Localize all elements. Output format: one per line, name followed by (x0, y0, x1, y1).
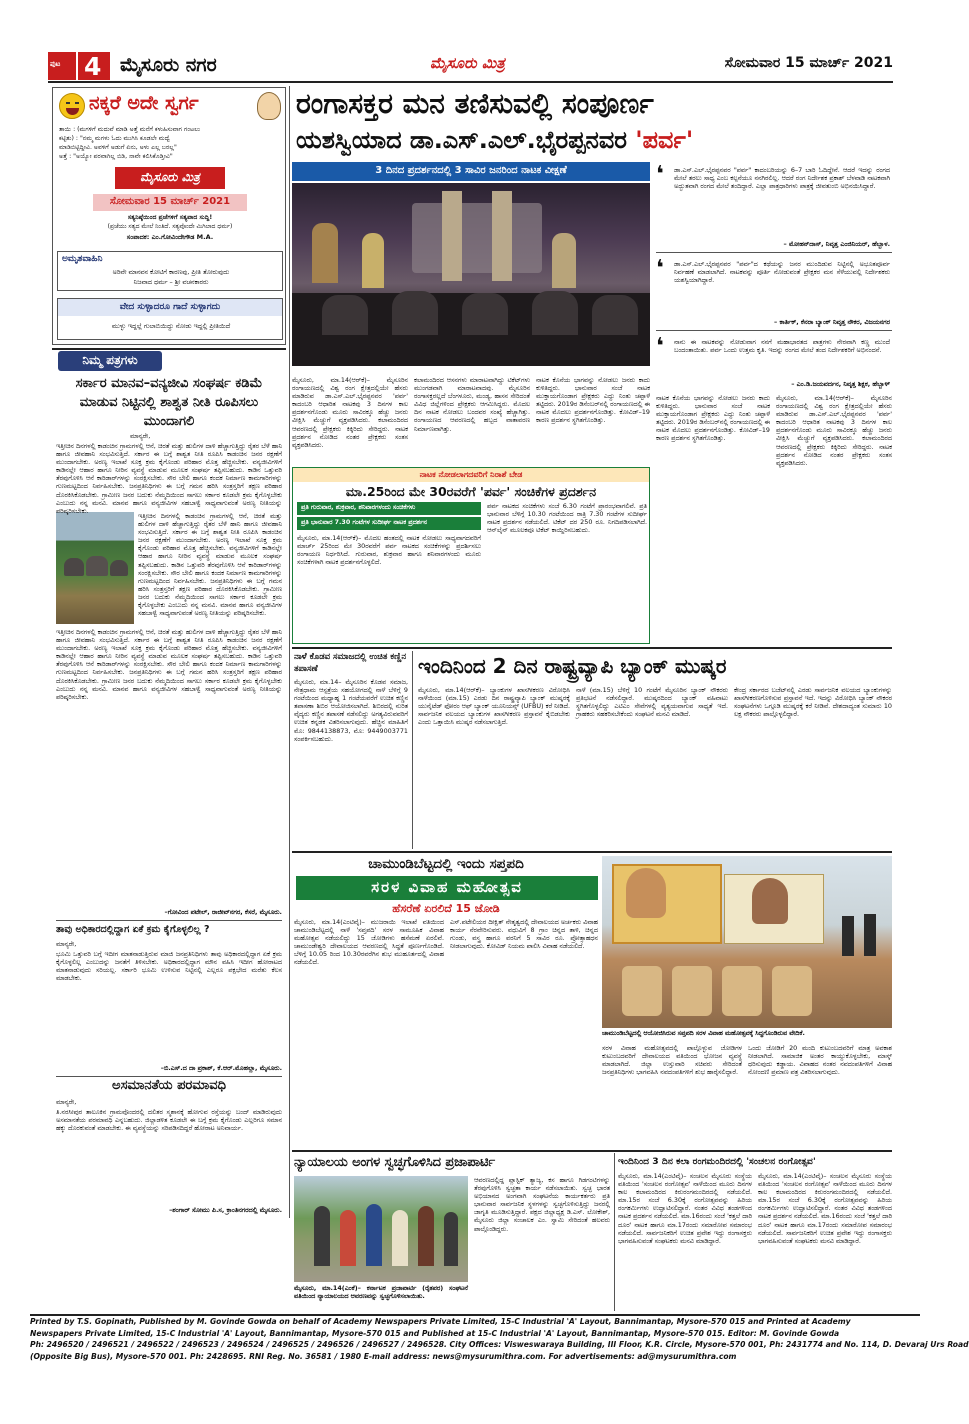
joke-line-4: ಅತ್ತೆ : "ಅಯ್ಯೋ ಪರವಾಗಿಲ್ಲ ಬಿಡಿ, ನಾವೇ ಕಲಿಸಿಕೊಡ್ತೀವಿ" (59, 153, 173, 160)
sanchalana-body-1: ಮೈಸೂರು, ಮಾ.14(ಎಂಟಿವೈ)– ಸಂಚಲನ ಮೈಸೂರು ಸಂಸ್ಥೆಯ ವತಿಯಿಂದ 'ಸಂಚಲನ ರಂಗೋತ್ಸವ' ನಾಳೆಯಿಂದ ಮೂರು ದಿನಗಳ ಕಾಲ ಕಲಾಮಂದಿರದ ಕಿರುರಂಗಮಂದಿರದಲ್ಲಿ ನಡೆಯಲಿದೆ. ಮಾ.15ರ ಸಂಜೆ 6.30ಕ್ಕೆ ರಂಗೋತ್ಸವವನ್ನು ಹಿರಿಯ ರಂಗಕರ್ಮಿಗಳು ಉದ್ಘಾಟಿಸಲಿದ್ದಾರೆ. ನಂತರ ವಿವಿಧ ತಂಡಗಳಿಂದ ನಾಟಕ ಪ್ರದರ್ಶನ ನಡೆಯಲಿದೆ. ಮಾ.16ರಂದು ಸಂಜೆ 'ಕತ್ತಲೆ ದಾರಿ ದೂರ' ನಾಟಕ ಹಾಗೂ ಮಾ.17ರಂದು ಸಮಾರೋಪ ಸಮಾರಂಭ ನಡೆಯಲಿದೆ. ಸಾರ್ವಜನಿಕರಿಗೆ ಉಚಿತ ಪ್ರವೇಶ ಇದ್ದು ರಂಗಾಸಕ್ತರು ಭಾಗವಹಿಸುವಂತೆ ಸಂಘಟಕರು ಮನವಿ ಮಾಡಿದ್ದಾರೆ. (618, 1172, 752, 1245)
parva-bullet-1-text: ಪ್ರತಿ ಗುರುವಾರ, ಶುಕ್ರವಾರ, ಶನಿವಾರಗಳಂದು ಸಂಚಿಕೆಗಳು (301, 504, 416, 511)
letter-2-sign: –ಬಿ.ಎಸ್.ದ ದಾ ಪ್ರಕಾಶ್, ಕೆ.ಆರ್.ಮೊಹಲ್ಲಾ, ಮೈಸೂರು. (160, 1064, 282, 1072)
quote-1-sign: – ಮೋಹನ್‌ದಾಸ್, ನಿವೃತ್ತ ಎಂಜಿನಿಯರ್, ಹೆಬ್ಬಾಳ. (783, 240, 890, 248)
wedding-body-2: ಎಸ್.ಪಟೇಲಿಯರ ದೀಕ್ಷಿತ್ ನೇತೃತ್ವದಲ್ಲಿ ದೇವಾಲಯದ ಅರ್ಚಕರು ವಿವಾಹ ಕಾರ್ಯ ನೆರವೇರಿಸುವರು. ವಧುವಿಗೆ 8 ಗ್ರಾಂ ಚಿನ್ನದ ತಾಳಿ, ಚಿನ್ನದ ಗುಂಡು, ವಸ್ತ್ರ ಹಾಗೂ ವರನಿಗೆ 5 ಸಾವಿರ ರೂ. ಪ್ರೋತ್ಸಾಹಧನ ನೀಡಲಾಗುವುದು. ಕೋವಿಡ್ ನಿಯಮ ಪಾಲಿಸಿ ವಿವಾಹ ನಡೆಯಲಿದೆ. (450, 918, 598, 951)
parva-bullet-1 (297, 502, 481, 515)
court-caption: ಮೈಸೂರು, ಮಾ.14(ಎಂಕೆ)– ಕರ್ನಾಟಕ ಪ್ರಜಾಪಾರ್ಟಿ (ರೈತಪರ) ಸಂಘಟನೆ ವತಿಯಿಂದ ನ್ಯಾಯಾಲಯದ ಆವರಣವನ್ನು ಸ್ವಚ್ಛಗೊಳಿಸಲಾಯಿತು. (294, 1284, 468, 1301)
amrutha-box (57, 251, 283, 291)
amrutha-line-1: ಅರಿವೇ ಮಾನವನ ಕೋಟಿಗೆ ಕಾರಣವು, ಪ್ರೀತಿ ತೋರುವುದು (112, 268, 230, 276)
sanchalana-body-2: ಮೈಸೂರು, ಮಾ.14(ಎಂಟಿವೈ)– ಸಂಚಲನ ಮೈಸೂರು ಸಂಸ್ಥೆಯ ವತಿಯಿಂದ 'ಸಂಚಲನ ರಂಗೋತ್ಸವ' ನಾಳೆಯಿಂದ ಮೂರು ದಿನಗಳ ಕಾಲ ಕಲಾಮಂದಿರದ ಕಿರುರಂಗಮಂದಿರದಲ್ಲಿ ನಡೆಯಲಿದೆ. ಮಾ.15ರ ಸಂಜೆ 6.30ಕ್ಕೆ ರಂಗೋತ್ಸವವನ್ನು ಹಿರಿಯ ರಂಗಕರ್ಮಿಗಳು ಉದ್ಘಾಟಿಸಲಿದ್ದಾರೆ. ನಂತರ ವಿವಿಧ ತಂಡಗಳಿಂದ ನಾಟಕ ಪ್ರದರ್ಶನ ನಡೆಯಲಿದೆ. ಮಾ.16ರಂದು ಸಂಜೆ 'ಕತ್ತಲೆ ದಾರಿ ದೂರ' ನಾಟಕ ಹಾಗೂ ಮಾ.17ರಂದು ಸಮಾರೋಪ ಸಮಾರಂಭ ನಡೆಯಲಿದೆ. ಸಾರ್ವಜನಿಕರಿಗೆ ಉಚಿತ ಪ್ರವೇಶ ಇದ್ದು ರಂಗಾಸಕ್ತರು ಭಾಗವಹಿಸುವಂತೆ ಸಂಘಟಕರು ಮನವಿ ಮಾಡಿದ್ದಾರೆ. (758, 1172, 892, 1245)
parva-title: ಮಾ.25ರಿಂದ ಮೇ 30ರವರೆಗೆ 'ಪರ್ವ' ಸಂಚಿಕೆಗಳ ಪ್ರದರ್ಶನ (345, 484, 597, 499)
lead-body-col-3: ನಾಟಕ ಕೊನೆಯ ಭಾಗವನ್ನು ನೋಡಲು ಜನರು ಕಾದು ಕುಳಿತಿದ್ದರು. ಭಾನುವಾರ ಸಂಜೆ ನಾಟಕ ಮುಕ್ತಾಯಗೊಂಡಾಗ ಪ್ರೇಕ್ಷಕರು ಎದ್ದು ನಿಂತು ಚಪ್ಪಾಳೆ ತಟ್ಟಿದರು. 2019ರ ಡಿಸೆಂಬರ್‌ನಲ್ಲಿ ರಂಗಾಯಣದಲ್ಲಿ ಈ ನಾಟಕ ಮೊದಲು ಪ್ರದರ್ಶನಗೊಂಡಿತ್ತು. ಕೋವಿಡ್–19 ಕಾರಣ ಪ್ರದರ್ಶನ ಸ್ಥಗಿತಗೊಂಡಿತ್ತು. (536, 376, 650, 425)
letter-1-sign: –ಗೋವಿಂದ ಪಟೇಲ್, ರಾಜೀವ್‌ನಗರ, ಕೆಸರೆ, ಮೈಸೂರು. (164, 908, 282, 916)
quote-2-sign: – ಕಾರ್ತಿಕ್, ಕೆನರಾ ಬ್ಯಾಂಕ್ ನಿವೃತ್ತ ನೌಕರ, ವಿಜಯನಗರ (774, 318, 890, 326)
quote-1-mark: ❛ (656, 162, 664, 187)
lead-headline-quote: 'ಪರ್ವ' (635, 126, 694, 154)
masthead (48, 52, 893, 80)
page-number-box (76, 52, 110, 80)
footer-line-4: (Opposite Big Bus), Mysore-570 001. Ph: 2428695. RNI Reg. No. 36581 / 1980 E-mail address: news@mysurumithra.com. For advertisements: ad@mysurumithra.com (30, 1351, 737, 1361)
joke-line-2: ಕಟ್ಟಿತು) : "ನಮ್ಮ ಮಗಳು ಓದು ಮುಗಿಸಿ ಕೂಡಲೇ ಮದ್ವೆ (59, 135, 170, 142)
parva-bullet-2-text: ಪ್ರತಿ ಭಾನುವಾರ 7.30 ಗಂಟೆಗಳ ಸುದೀರ್ಘ ನಾಟಕ ಪ್ರದರ್ಶನ (301, 519, 427, 526)
joke-line-3: ಮಾಡಿಬಿಟ್ಟಿದ್ದೀವಿ. ಅವಳಿಗೆ ಅಡುಗೆ ಏನು, ಅಳು ಎಲ್ಲ ಬರಲ್ಲ" (59, 144, 177, 151)
wedding-subtitle: ಹೆಸರೆಣೆ ಏರಲಿದೆ 15 ಜೋಡಿ (392, 902, 500, 915)
wedding-title-bar (296, 876, 598, 900)
cartoon-face-icon (257, 92, 281, 120)
parva-kicker-bar (293, 468, 649, 482)
proverb-box (57, 298, 283, 340)
left-column-rule (289, 86, 290, 1218)
letter-1-title: ಸರ್ಕಾರ ಮಾನವ–ವನ್ಯಜೀವಿ ಸಂಘರ್ಷ ಕಡಿಮೆ ಮಾಡುವ ನಿಟ್ಟಿನಲ್ಲಿ ಶಾಶ್ವತ ನೀತಿ ರೂಪಿಸಲು ಮುಂದಾಗಲಿ (75, 376, 263, 429)
joke-line-1: ತಾಯಿ : (ಮಗಳಿಗೆ ಮದುವೆ ಮಾಡಿ ಅತ್ತೆ ಮನೆಗೆ ಕಳುಹಿಸುವಾಗ ಗಂಟಲು (59, 126, 201, 133)
wedding-title: ಸರಳ ವಿವಾಹ ಮಹೋತ್ಸವ (371, 878, 523, 896)
parva-stage-photo (292, 183, 650, 366)
parva-kicker: ನಾಟಕ ನೋಡಲಾಗದವರಿಗೆ ನಿರಾಶೆ ಬೇಡ (419, 470, 523, 479)
proverb-line: ಮುಳ್ಳು ಇದ್ದಲ್ಲೆ ಗುಲಾಬಿಯಿದ್ದು ನೋಡು ಇದ್ದಲ್ಲಿ ಪ್ರೀತಿಯಿದೆ (111, 322, 231, 330)
strike-body-2: ನಾಳೆ (ಮಾ.15) ಬೆಳಿಗ್ಗೆ 10 ಗಂಟೆಗೆ ಮೈಸೂರಿನ ಬ್ಯಾಂಕ್ ನೌಕರರು ಪ್ರತಿಭಟನೆ ನಡೆಸಲಿದ್ದಾರೆ. ಮುಷ್ಕರದಿಂದ ಬ್ಯಾಂಕ್ ವಹಿವಾಟು ಸ್ಥಗಿತಗೊಳ್ಳಲಿದ್ದು ಎಟಿಎಂ ಸೇವೆಗಳಲ್ಲಿ ವ್ಯತ್ಯಯವಾಗುವ ಸಾಧ್ಯತೆ ಇದೆ. ಗ್ರಾಹಕರು ಸಹಕರಿಸಬೇಕೆಂದು ಸಂಘಟನೆ ಮನವಿ ಮಾಡಿದೆ. (576, 686, 728, 719)
masthead-date: ಸೋಮವಾರ 15 ಮಾರ್ಚ್ 2021 (724, 55, 893, 71)
footer-line-1: Printed by T.S. Gopinath, Published by M. Govinde Gowda on behalf of Academy Newspapers Private Limited, 15-C Industrial 'A' Layout, Bannimantap, Mysore-570 015 and Printed at Academy (30, 1317, 851, 1326)
imprint-date-box (93, 194, 247, 211)
letter-2-salute: ಮಾನ್ಯರೇ, (56, 940, 77, 948)
letters-banner-title: ನಿಮ್ಮ ಪತ್ರಗಳು (82, 353, 138, 367)
footer-line-3: Ph: 2496520 / 2496521 / 2496522 / 2496523 / 2496524 / 2496525 / 2496526 / 2496527 / 2496528. City Offices: Visweswaraya Building, III Floor, K.R. Circle, Mysore-570 001, Ph: 2431774 and No. 114, D. Devaraj Urs Road (30, 1340, 969, 1349)
masthead-rule (48, 81, 893, 83)
lead-headline-1: ರಂಗಾಸಕ್ತರ ಮನ ತಣಿಸುವಲ್ಲಿ ಸಂಪೂರ್ಣ (296, 87, 654, 120)
court-title: ನ್ಯಾಯಾಲಯ ಅಂಗಳ ಸ್ವಚ್ಛಗೊಳಿಸಿದ ಪ್ರಜಾಪಾರ್ಟಿ (294, 1155, 495, 1170)
quote-2-mark: ❛ (656, 256, 664, 281)
lead-headline-2-row (296, 122, 892, 158)
imprint-logo: ಮೈಸೂರು ಮಿತ್ರ (140, 170, 200, 184)
joke-title: ನಕ್ಕರೆ ಅದೇ ಸ್ವರ್ಗ (89, 92, 199, 114)
lead-subhead: 3 ದಿನದ ಪ್ರದರ್ಶನದಲ್ಲಿ 3 ಸಾವಿರ ಜನರಿಂದ ನಾಟಕ ವೀಕ್ಷಣೆ (375, 165, 567, 176)
lead-body-jump-2: ಮೈಸೂರು, ಮಾ.14(ಆರ್‌ಕೆ)– ಮೈಸೂರಿನ ರಂಗಾಯಣದಲ್ಲಿ ವಿಶ್ವ ರಂಗ ಕ್ಷೇತ್ರದಲ್ಲಿಯೇ ಹೆಸರು ಮಾಡಿರುವ ಡಾ.ಎಸ್.ಎಲ್.ಭೈರಪ್ಪನವರ 'ಪರ್ವ' ಕಾದಂಬರಿ ಆಧಾರಿತ ನಾಟಕವು 3 ದಿನಗಳ ಕಾಲ ಪ್ರದರ್ಶನಗೊಂಡು ಮೂರು ಸಾವಿರಕ್ಕೂ ಹೆಚ್ಚು ಜನರು ವೀಕ್ಷಿಸಿ ಮೆಚ್ಚುಗೆ ವ್ಯಕ್ತಪಡಿಸಿದರು. ಕಲಾಮಂದಿರದ ಆವರಣದಲ್ಲಿ ಪ್ರೇಕ್ಷಕರು ಕಿಕ್ಕಿರಿದು ಸೇರಿದ್ದರು. ನಾಟಕ ಪ್ರದರ್ಶನ ನೋಡಿದ ನಂತರ ಪ್ರೇಕ್ಷಕರು ಸಂತಸ ವ್ಯಕ್ತಪಡಿಸಿದರು. (776, 394, 892, 467)
quote-3-text: ನಾನು ಈ ನಾಟಕವನ್ನು ನೋಡುವಾಗ ನನಗೆ ಮಹಾಭಾರತದ ಪಾತ್ರಗಳು ನೇರವಾಗಿ ಕಣ್ಣ ಮುಂದೆ ಬಂದಂತಾಯಿತು. ಪರ್ವ ಒಂದು ಉತ್ತಮ ಕೃತಿ. ಇದನ್ನು ರಂಗದ ಮೇಲೆ ತಂದ ನಿರ್ದೇಶಕರಿಗೆ ಅಭಿನಂದನೆ. (674, 338, 890, 355)
letter-2-title: ತಾವು ಅಧಿಕಾರದಲ್ಲಿದ್ದಾಗ ಏಕೆ ಕ್ರಮ ಕೈಗೊಳ್ಳಲಿಲ್ಲ ? (56, 924, 210, 935)
imprint-subline: (ಪ್ರಜೆಯು ಸತ್ಯದ ಮೇಲೆ ನಿಂತಿದೆ. ಸತ್ಯವೊಂದೇ ಮಿಗಿಲಾದ ಧರ್ಮ) (107, 223, 233, 230)
wedding-body-1: ಮೈಸೂರು, ಮಾ.14(ಎಂಟಿವೈ)– ಮುಜರಾಯಿ ಇಲಾಖೆ ವತಿಯಿಂದ ಚಾಮುಂಡಿಬೆಟ್ಟದಲ್ಲಿ ನಾಳೆ 'ಸಪ್ತಪದಿ' ಸರಳ ಸಾಮೂಹಿಕ ವಿವಾಹ ಮಹೋತ್ಸವ ನಡೆಯಲಿದ್ದು 15 ಜೋಡಿಗಳು ಹಸೆಮಣೆ ಏರಲಿವೆ. ಚಾಮುಂಡೇಶ್ವರಿ ದೇವಾಲಯದ ಆವರಣದಲ್ಲಿ ಸಿದ್ಧತೆ ಪೂರ್ಣಗೊಂಡಿದೆ. ಬೆಳಿಗ್ಗೆ 10.05 ರಿಂದ 10.30ರವರೆಗಿನ ಶುಭ ಮುಹೂರ್ತದಲ್ಲಿ ವಿವಾಹ ನಡೆಯಲಿದೆ. (294, 918, 444, 967)
parva-schedule-box (292, 467, 650, 644)
proverb-title: ವೇದ ಸುಳ್ಳಾದರೂ ಗಾದೆ ಸುಳ್ಳಾಗದು (119, 302, 221, 312)
lead-headline-2: ಯಶಸ್ವಿಯಾದ ಡಾ.ಎಸ್.ಎಲ್.ಭೈರಪ್ಪನವರ (296, 126, 636, 154)
kodava-body: ಮೈಸೂರು, ಮಾ.14– ಮೈಸೂರಿನ ಕೊಡವ ಸಮಾಜ, ನೇತ್ರಧಾಮ ಆಸ್ಪತ್ರೆಯ ಸಹಯೋಗದಲ್ಲಿ ನಾಳೆ ಬೆಳಿಗ್ಗೆ 9 ಗಂಟೆಯಿಂದ ಮಧ್ಯಾಹ್ನ 1 ಗಂಟೆಯವರೆಗೆ ಉಚಿತ ಕಣ್ಣಿನ ತಪಾಸಣಾ ಶಿಬಿರ ಆಯೋಜಿಸಲಾಗಿದೆ. ಶಿಬಿರದಲ್ಲಿ ನುರಿತ ವೈದ್ಯರು ಕಣ್ಣಿನ ತಪಾಸಣೆ ನಡೆಸಲಿದ್ದು ಅಗತ್ಯವಿರುವವರಿಗೆ ಉಚಿತ ಕನ್ನಡಕ ವಿತರಿಸಲಾಗುವುದು. ಹೆಚ್ಚಿನ ಮಾಹಿತಿಗೆ ಮೊ: 9844138873, ಮೊ: 9449003771 ಸಂಪರ್ಕಿಸಬಹುದು. (294, 678, 408, 743)
paper-logo: ಮೈಸೂರು ಮಿತ್ರ (430, 54, 505, 72)
quote-1-text: ಡಾ.ಎಸ್.ಎಲ್.ಭೈರಪ್ಪನವರ "ಪರ್ವ" ಕಾದಂಬರಿಯನ್ನು 6–7 ಬಾರಿ ಓದಿದ್ದೇನೆ. ಆದರೆ ಇದನ್ನು ರಂಗದ ಮೇಲೆ ತರಲು ಸಾಧ್ಯ ಎಂಬ ಕಲ್ಪನೆಯೂ ನನಗಿರಲಿಲ್ಲ. ಆದರೆ ರಂಗ ನಿರ್ದೇಶಕ ಪ್ರಕಾಶ್ ಬೆಳವಾಡಿ ನಾಟಕವಾಗಿ ಅದ್ಭುತವಾಗಿ ರಂಗದ ಮೇಲೆ ತಂದಿದ್ದಾರೆ. ಎಲ್ಲಾ ಪಾತ್ರಧಾರಿಗಳು ಪಾತ್ರಕ್ಕೆ ಜೀವತುಂಬಿ ಅಭಿನಯಿಸಿದ್ದಾರೆ. (674, 166, 890, 191)
strike-body-3: ಕೇಂದ್ರ ಸರ್ಕಾರದ ಬಜೆಟ್‌ನಲ್ಲಿ ಎರಡು ಸಾರ್ವಜನಿಕ ವಲಯದ ಬ್ಯಾಂಕುಗಳನ್ನು ಖಾಸಗೀಕರಣಗೊಳಿಸುವ ಪ್ರಸ್ತಾವನೆ ಇದೆ. ಇದನ್ನು ವಿರೋಧಿಸಿ ಬ್ಯಾಂಕ್ ನೌಕರರ ಸಂಘಟನೆಗಳು ಒಗ್ಗೂಡಿ ಮುಷ್ಕರಕ್ಕೆ ಕರೆ ನೀಡಿವೆ. ದೇಶದಾದ್ಯಂತ ಸುಮಾರು 10 ಲಕ್ಷ ನೌಕರರು ಪಾಲ್ಗೊಳ್ಳಲಿದ್ದಾರೆ. (734, 686, 892, 719)
lead-body-col-2: ಕಲಾಮಂದಿರದ ಆಸನಗಳು ಮಾರಾಟವಾಗಿದ್ದು ಟಿಕೆಟ್‌ಗಳು ಮುಂಗಡವಾಗಿ ಮಾರಾಟವಾದವು. ಮೈಸೂರಿನ ರಂಗಾಸಕ್ತರಲ್ಲದೆ ಬೆಂಗಳೂರು, ಮಂಡ್ಯ, ಹಾಸನ ಸೇರಿದಂತೆ ವಿವಿಧ ಜಿಲ್ಲೆಗಳಿಂದ ಪ್ರೇಕ್ಷಕರು ಆಗಮಿಸಿದ್ದರು. ಮೊದಲ ದಿನ ನಾಟಕ ನೋಡಲು ಬಂದವರ ಸಂಖ್ಯೆ ಹೆಚ್ಚಾಗಿತ್ತು. ರಂಗಾಯಣದ ಆವರಣದಲ್ಲಿ ಹಬ್ಬದ ವಾತಾವರಣ ನಿರ್ಮಾಣವಾಗಿತ್ತು. (414, 376, 530, 433)
wedding-body-3: ಸರಳ ವಿವಾಹ ಮಹೋತ್ಸವದಲ್ಲಿ ಪಾಲ್ಗೊಳ್ಳುವ ಜೋಡಿಗಳ ಕುಟುಂಬದವರಿಗೆ ದೇವಾಲಯದ ವತಿಯಿಂದ ಭೋಜನ ವ್ಯವಸ್ಥೆ ಮಾಡಲಾಗಿದೆ. ಜಿಲ್ಲಾ ಉಸ್ತುವಾರಿ ಸಚಿವರು ಸೇರಿದಂತೆ ಜನಪ್ರತಿನಿಧಿಗಳು ಭಾಗವಹಿಸಿ ನವದಂಪತಿಗಳಿಗೆ ಶುಭ ಹಾರೈಸಲಿದ್ದಾರೆ. (602, 1044, 742, 1077)
imprint-tagline: ಸತ್ಯನಿಷ್ಠೆಯಿಂದ ಪ್ರಜೆಗಳಿಗೆ ಸತ್ಯವಾದ ಸುದ್ದಿ! (127, 214, 213, 221)
page-label: ಪುಟ (50, 60, 61, 68)
strike-headline: ಇಂದಿನಿಂದ 2 ದಿನ ರಾಷ್ಟ್ರವ್ಯಾಪಿ ಬ್ಯಾಂಕ್ ಮುಷ್ಕರ (418, 654, 727, 678)
letter-2-body: ಭೂಮಿ ಒತ್ತುವರಿ ಬಗ್ಗೆ ಇದೀಗ ಮಾತನಾಡುತ್ತಿರುವ ಮಾಜಿ ಜನಪ್ರತಿನಿಧಿಗಳು ತಾವು ಅಧಿಕಾರದಲ್ಲಿದ್ದಾಗ ಏಕೆ ಕ್ರಮ ಕೈಗೊಳ್ಳಲಿಲ್ಲ ಎಂಬುದನ್ನು ಜನತೆಗೆ ತಿಳಿಸಬೇಕು. ಅಧಿಕಾರದಲ್ಲಿದ್ದಾಗ ಮೌನ ವಹಿಸಿ ಇದೀಗ ಹೋರಾಟದ ಮಾತನಾಡುವುದು ಸರಿಯಲ್ಲ. ಸರ್ಕಾರಿ ಭೂಮಿ ಉಳಿಸುವ ನಿಟ್ಟಿನಲ್ಲಿ ಎಲ್ಲರೂ ಪಕ್ಷಭೇದ ಮರೆತು ಕೆಲಸ ಮಾಡಬೇಕು. (56, 950, 282, 983)
imprint-footer (30, 1314, 969, 1364)
letters-banner (52, 348, 286, 372)
letters-banner-tab (58, 351, 162, 371)
lead-body-jump-1: ನಾಟಕ ಕೊನೆಯ ಭಾಗವನ್ನು ನೋಡಲು ಜನರು ಕಾದು ಕುಳಿತಿದ್ದರು. ಭಾನುವಾರ ಸಂಜೆ ನಾಟಕ ಮುಕ್ತಾಯಗೊಂಡಾಗ ಪ್ರೇಕ್ಷಕರು ಎದ್ದು ನಿಂತು ಚಪ್ಪಾಳೆ ತಟ್ಟಿದರು. 2019ರ ಡಿಸೆಂಬರ್‌ನಲ್ಲಿ ರಂಗಾಯಣದಲ್ಲಿ ಈ ನಾಟಕ ಮೊದಲು ಪ್ರದರ್ಶನಗೊಂಡಿತ್ತು. ಕೋವಿಡ್–19 ಕಾರಣ ಪ್ರದರ್ಶನ ಸ್ಥಗಿತಗೊಂಡಿತ್ತು. (656, 394, 770, 443)
section-title: ಮೈಸೂರು ನಗರ (120, 54, 217, 76)
parva-body-2: ಪರ್ವ ನಾಟಕದ ಸಂಚಿಕೆಗಳು ಸಂಜೆ 6.30 ಗಂಟೆಗೆ ಪ್ರಾರಂಭವಾಗಲಿವೆ. ಪ್ರತಿ ಭಾನುವಾರ ಬೆಳಿಗ್ಗೆ 10.30 ಗಂಟೆಯಿಂದ ರಾತ್ರಿ 7.30 ಗಂಟೆಗಳ ಸುದೀರ್ಘ ನಾಟಕ ಪ್ರದರ್ಶನ ನಡೆಯಲಿದೆ. ಟಿಕೆಟ್ ದರ 250 ರೂ. ನಿಗದಿಪಡಿಸಲಾಗಿದೆ. ಆನ್‌ಲೈನ್ ಮೂಲಕವೂ ಟಿಕೆಟ್ ಕಾಯ್ದಿರಿಸಬಹುದು. (487, 502, 647, 535)
wedding-photo-caption: ಚಾಮುಂಡಿಬೆಟ್ಟದಲ್ಲಿ ಆಯೋಜಿಸಿರುವ ಸಪ್ತಪದಿ ಸರಳ ವಿವಾಹ ಮಹೋತ್ಸವಕ್ಕೆ ಸಿದ್ಧಗೊಂಡಿರುವ ವೇದಿಕೆ. (602, 1030, 805, 1037)
laughing-face-icon (59, 93, 85, 119)
imprint-logo-box (115, 167, 225, 189)
joke-box (52, 87, 286, 345)
proverb-title-bar (58, 299, 282, 316)
page-label-box (48, 52, 76, 80)
page-number: 4 (84, 52, 102, 81)
kodava-title: ನಾಳೆ ಕೊಡವ ಸಮಾಜದಲ್ಲಿ ಉಚಿತ ಕಣ್ಣಿನ ತಪಾಸಣೆ (294, 652, 407, 674)
parva-bullet-2 (297, 517, 481, 530)
quote-3-mark: ❛ (656, 334, 664, 359)
court-cleanup-photo (294, 1176, 468, 1282)
lead-subhead-bar (292, 162, 650, 181)
quote-3-sign: – ಎಂ.ಡಿ.ಜಯವರ್ದನ, ನಿವೃತ್ತ ಶಿಕ್ಷಕ, ಹೆಬ್ಬಾಳ್ (791, 380, 890, 388)
amrutha-title: ಅಮೃತವಾಹಿನಿ (62, 254, 103, 264)
parva-body-1: ಮೈಸೂರು, ಮಾ.14(ಆರ್‌ಕೆ)– ಮೊದಲ ಹಂತದಲ್ಲಿ ನಾಟಕ ನೋಡಲು ಸಾಧ್ಯವಾಗದವರಿಗೆ ಮಾರ್ಚ್ 25ರಿಂದ ಮೇ 30ರವರೆಗೆ ಪರ್ವ ನಾಟಕದ ಸಂಚಿಕೆಗಳನ್ನು ಪ್ರದರ್ಶಿಸಲು ರಂಗಾಯಣ ನಿರ್ಧರಿಸಿದೆ. ಗುರುವಾರ, ಶುಕ್ರವಾರ ಹಾಗೂ ಶನಿವಾರಗಳಂದು ಮೂರು ಸಂಚಿಕೆಗಳಾಗಿ ನಾಟಕ ಪ್ರದರ್ಶನಗೊಳ್ಳಲಿದೆ. (297, 534, 481, 567)
amrutha-line-2: ನಿಜವಾದ ಧರ್ಮ – ಶ್ರೀ ವಚನಕಾರರು (133, 278, 209, 286)
wedding-kicker: ಚಾಮುಂಡಿಬೆಟ್ಟದಲ್ಲಿ ಇಂದು ಸಪ್ತಪದಿ (368, 856, 524, 872)
lead-body-col-1: ಮೈಸೂರು, ಮಾ.14(ಆರ್‌ಕೆ)– ಮೈಸೂರಿನ ರಂಗಾಯಣದಲ್ಲಿ ವಿಶ್ವ ರಂಗ ಕ್ಷೇತ್ರದಲ್ಲಿಯೇ ಹೆಸರು ಮಾಡಿರುವ ಡಾ.ಎಸ್.ಎಲ್.ಭೈರಪ್ಪನವರ 'ಪರ್ವ' ಕಾದಂಬರಿ ಆಧಾರಿತ ನಾಟಕವು 3 ದಿನಗಳ ಕಾಲ ಪ್ರದರ್ಶನಗೊಂಡು ಮೂರು ಸಾವಿರಕ್ಕೂ ಹೆಚ್ಚು ಜನರು ವೀಕ್ಷಿಸಿ ಮೆಚ್ಚುಗೆ ವ್ಯಕ್ತಪಡಿಸಿದರು. ಕಲಾಮಂದಿರದ ಆವರಣದಲ್ಲಿ ಪ್ರೇಕ್ಷಕರು ಕಿಕ್ಕಿರಿದು ಸೇರಿದ್ದರು. ನಾಟಕ ಪ್ರದರ್ಶನ ನೋಡಿದ ನಂತರ ಪ್ರೇಕ್ಷಕರು ಸಂತಸ ವ್ಯಕ್ತಪಡಿಸಿದರು. (292, 376, 408, 449)
elephant-herd-photo (56, 512, 134, 624)
imprint-date: ಸೋಮವಾರ 15 ಮಾರ್ಚ್ 2021 (109, 196, 231, 207)
letter-3-body: ತಿ.ನರಸೀಪುರ ತಾಲೂಕಿನ ಗ್ರಾಮವೊಂದರಲ್ಲಿ ದಲಿತರ ಸ್ಮಶಾನಕ್ಕೆ ಹೋಗುವ ರಸ್ತೆಯನ್ನು ಬಂದ್ ಮಾಡಿರುವುದು ಅಸಮಾನತೆಯ ಪರಮಾವಧಿ ಎನ್ನಬಹುದು. ಜಿಲ್ಲಾಡಳಿತ ಕೂಡಲೇ ಈ ಬಗ್ಗೆ ಕ್ರಮ ಕೈಗೊಂಡು ಎಲ್ಲರಿಗೂ ಸಮಾನ ಹಕ್ಕು ದೊರಕುವಂತೆ ಮಾಡಬೇಕು. ಈ ವ್ಯವಸ್ಥೆಯನ್ನು ಸರಿಪಡಿಸದಿದ್ದರೆ ಹೋರಾಟ ಅನಿವಾರ್ಯ. (56, 1108, 282, 1133)
letter-1-body-wrap: ಇತ್ತೀಚಿನ ದಿನಗಳಲ್ಲಿ ಕಾಡಂಚಿನ ಗ್ರಾಮಗಳಲ್ಲಿ ಆನೆ, ಚಿರತೆ ಮತ್ತು ಹುಲಿಗಳ ದಾಳಿ ಹೆಚ್ಚಾಗುತ್ತಿದ್ದು ರೈತರ ಬೆಳೆ ಹಾನಿ ಹಾಗೂ ಜೀವಹಾನಿ ಸಂಭವಿಸುತ್ತಿದೆ. ಸರ್ಕಾರ ಈ ಬಗ್ಗೆ ಶಾಶ್ವತ ನೀತಿ ರೂಪಿಸಿ ಕಾಡಂಚಿನ ಜನರ ರಕ್ಷಣೆಗೆ ಮುಂದಾಗಬೇಕು. ಅರಣ್ಯ ಇಲಾಖೆ ಸೂಕ್ತ ಕ್ರಮ ಕೈಗೊಂಡು ಪರಿಹಾರ ಮೊತ್ತ ಹೆಚ್ಚಿಸಬೇಕು. ವನ್ಯಜೀವಿಗಳಿಗೆ ಕಾಡಿನಲ್ಲೇ ಆಹಾರ ಹಾಗೂ ನೀರಿನ ವ್ಯವಸ್ಥೆ ಮಾಡುವ ಮೂಲಕ ಸಂಘರ್ಷ ತಪ್ಪಿಸಬಹುದು. ಕಾಡಿನ ಒತ್ತುವರಿ ತೆರವುಗೊಳಿಸಿ ಆನೆ ಕಾರಿಡಾರ್‌ಗಳನ್ನು ಸಂರಕ್ಷಿಸಬೇಕು. ಸೌರ ಬೇಲಿ ಹಾಗೂ ಕಂದಕ ನಿರ್ಮಾಣ ಕಾಮಗಾರಿಗಳನ್ನು ಗುಣಮಟ್ಟದಿಂದ ನಿರ್ವಹಿಸಬೇಕು. ಜನಪ್ರತಿನಿಧಿಗಳು ಈ ಬಗ್ಗೆ ಗಮನ ಹರಿಸಿ ಸಂತ್ರಸ್ತರಿಗೆ ತಕ್ಷಣ ಪರಿಹಾರ ದೊರಕಿಸಿಕೊಡಬೇಕು. ಗ್ರಾಮೀಣ ಜನರ ಬದುಕು ನೆಮ್ಮದಿಯಿಂದ ಸಾಗಲು ಸರ್ಕಾರ ಕೂಡಲೇ ಕ್ರಮ ಕೈಗೊಳ್ಳಬೇಕು ಎಂಬುದು ನನ್ನ ಮನವಿ. ಮಾನವ ಹಾಗೂ ವನ್ಯಜೀವಿಗಳ ಸಹಬಾಳ್ವೆ ಸಾಧ್ಯವಾಗುವಂತೆ ಅರಣ್ಯ ನೀತಿಯನ್ನು ಪರಿಷ್ಕರಿಸಬೇಕು. (138, 512, 282, 618)
imprint-editor: ಸಂಪಾದಕ: ಎಂ.ಗೋವಿಂದೇಗೌಡ M.A. (126, 233, 214, 241)
quote-2-text: ಡಾ.ಎಸ್.ಎಲ್.ಭೈರಪ್ಪನವರ "ಪರ್ವ"ದ ಕಥೆಯನ್ನು ಜನರ ಮುಂದಿಡುವ ನಿಟ್ಟಿನಲ್ಲಿ ಅಭೂತಪೂರ್ವ ನಿರ್ವಹಣೆ ಮಾಡಲಾಗಿದೆ. ನಾಟಕವನ್ನು ಪೂರ್ತಿ ನೋಡುವಂತೆ ಪ್ರೇಕ್ಷಕರ ಮನ ಸೆಳೆಯುವಲ್ಲಿ ನಿರ್ದೇಶಕರು ಯಶಸ್ವಿಯಾಗಿದ್ದಾರೆ. (674, 260, 890, 285)
letter-3-title: ಅಸಮಾನತೆಯ ಪರಮಾವಧಿ (112, 1078, 226, 1093)
wedding-venue-photo (602, 856, 892, 1028)
letter-1-salute: ಮಾನ್ಯರೇ, (130, 432, 151, 440)
letter-3-sign: –ಶಂಗಾರ್ ಸೋಮು ಪಿ.ಸ, ಕ್ರಾಂತಿನಗರದಲ್ಲಿ ಮೈಸೂರು. (169, 1206, 282, 1214)
footer-line-2: Newspapers Private Limited, 15-C Industrial 'A' Layout, Bannimantap, Mysore-570 015 and Published at 15-C Industrial 'A' Layout, Bannimantap, Mysore-570 015. Editor: M. Govinde Gowda (30, 1328, 840, 1338)
letter-1-body: ಇತ್ತೀಚಿನ ದಿನಗಳಲ್ಲಿ ಕಾಡಂಚಿನ ಗ್ರಾಮಗಳಲ್ಲಿ ಆನೆ, ಚಿರತೆ ಮತ್ತು ಹುಲಿಗಳ ದಾಳಿ ಹೆಚ್ಚಾಗುತ್ತಿದ್ದು ರೈತರ ಬೆಳೆ ಹಾನಿ ಹಾಗೂ ಜೀವಹಾನಿ ಸಂಭವಿಸುತ್ತಿದೆ. ಸರ್ಕಾರ ಈ ಬಗ್ಗೆ ಶಾಶ್ವತ ನೀತಿ ರೂಪಿಸಿ ಕಾಡಂಚಿನ ಜನರ ರಕ್ಷಣೆಗೆ ಮುಂದಾಗಬೇಕು. ಅರಣ್ಯ ಇಲಾಖೆ ಸೂಕ್ತ ಕ್ರಮ ಕೈಗೊಂಡು ಪರಿಹಾರ ಮೊತ್ತ ಹೆಚ್ಚಿಸಬೇಕು. ವನ್ಯಜೀವಿಗಳಿಗೆ ಕಾಡಿನಲ್ಲೇ ಆಹಾರ ಹಾಗೂ ನೀರಿನ ವ್ಯವಸ್ಥೆ ಮಾಡುವ ಮೂಲಕ ಸಂಘರ್ಷ ತಪ್ಪಿಸಬಹುದು. ಕಾಡಿನ ಒತ್ತುವರಿ ತೆರವುಗೊಳಿಸಿ ಆನೆ ಕಾರಿಡಾರ್‌ಗಳನ್ನು ಸಂರಕ್ಷಿಸಬೇಕು. ಸೌರ ಬೇಲಿ ಹಾಗೂ ಕಂದಕ ನಿರ್ಮಾಣ ಕಾಮಗಾರಿಗಳನ್ನು ಗುಣಮಟ್ಟದಿಂದ ನಿರ್ವಹಿಸಬೇಕು. ಜನಪ್ರತಿನಿಧಿಗಳು ಈ ಬಗ್ಗೆ ಗಮನ ಹರಿಸಿ ಸಂತ್ರಸ್ತರಿಗೆ ತಕ್ಷಣ ಪರಿಹಾರ ದೊರಕಿಸಿಕೊಡಬೇಕು. ಗ್ರಾಮೀಣ ಜನರ ಬದುಕು ನೆಮ್ಮದಿಯಿಂದ ಸಾಗಲು ಸರ್ಕಾರ ಕೂಡಲೇ ಕ್ರಮ ಕೈಗೊಳ್ಳಬೇಕು ಎಂಬುದು ನನ್ನ ಮನವಿ. ಮಾನವ ಹಾಗೂ ವನ್ಯಜೀವಿಗಳ ಸಹಬಾಳ್ವೆ ಸಾಧ್ಯವಾಗುವಂತೆ ಅರಣ್ಯ ನೀತಿಯನ್ನು ಪರಿಷ್ಕರಿಸಬೇಕು. (56, 442, 282, 515)
strike-body-1: ಮೈಸೂರು, ಮಾ.14(ಆರ್‌ಕೆ)– ಬ್ಯಾಂಕುಗಳ ಖಾಸಗೀಕರಣ ವಿರೋಧಿಸಿ ನಾಳೆಯಿಂದ (ಮಾ.15) ಎರಡು ದಿನ ರಾಷ್ಟ್ರವ್ಯಾಪಿ ಬ್ಯಾಂಕ್ ಮುಷ್ಕರಕ್ಕೆ ಯುನೈಟೆಡ್ ಫೋರಂ ಆಫ್ ಬ್ಯಾಂಕ್ ಯೂನಿಯನ್ಸ್ (UFBU) ಕರೆ ನೀಡಿದೆ. ಸಾರ್ವಜನಿಕ ವಲಯದ ಬ್ಯಾಂಕುಗಳ ಖಾಸಗೀಕರಣ ಪ್ರಸ್ತಾವನೆ ಕೈಬಿಡಬೇಕು ಎಂದು ಒತ್ತಾಯಿಸಿ ಮುಷ್ಕರ ನಡೆಸಲಾಗುತ್ತಿದೆ. (418, 686, 570, 727)
letter-1-body-cont: ಇತ್ತೀಚಿನ ದಿನಗಳಲ್ಲಿ ಕಾಡಂಚಿನ ಗ್ರಾಮಗಳಲ್ಲಿ ಆನೆ, ಚಿರತೆ ಮತ್ತು ಹುಲಿಗಳ ದಾಳಿ ಹೆಚ್ಚಾಗುತ್ತಿದ್ದು ರೈತರ ಬೆಳೆ ಹಾನಿ ಹಾಗೂ ಜೀವಹಾನಿ ಸಂಭವಿಸುತ್ತಿದೆ. ಸರ್ಕಾರ ಈ ಬಗ್ಗೆ ಶಾಶ್ವತ ನೀತಿ ರೂಪಿಸಿ ಕಾಡಂಚಿನ ಜನರ ರಕ್ಷಣೆಗೆ ಮುಂದಾಗಬೇಕು. ಅರಣ್ಯ ಇಲಾಖೆ ಸೂಕ್ತ ಕ್ರಮ ಕೈಗೊಂಡು ಪರಿಹಾರ ಮೊತ್ತ ಹೆಚ್ಚಿಸಬೇಕು. ವನ್ಯಜೀವಿಗಳಿಗೆ ಕಾಡಿನಲ್ಲೇ ಆಹಾರ ಹಾಗೂ ನೀರಿನ ವ್ಯವಸ್ಥೆ ಮಾಡುವ ಮೂಲಕ ಸಂಘರ್ಷ ತಪ್ಪಿಸಬಹುದು. ಕಾಡಿನ ಒತ್ತುವರಿ ತೆರವುಗೊಳಿಸಿ ಆನೆ ಕಾರಿಡಾರ್‌ಗಳನ್ನು ಸಂರಕ್ಷಿಸಬೇಕು. ಸೌರ ಬೇಲಿ ಹಾಗೂ ಕಂದಕ ನಿರ್ಮಾಣ ಕಾಮಗಾರಿಗಳನ್ನು ಗುಣಮಟ್ಟದಿಂದ ನಿರ್ವಹಿಸಬೇಕು. ಜನಪ್ರತಿನಿಧಿಗಳು ಈ ಬಗ್ಗೆ ಗಮನ ಹರಿಸಿ ಸಂತ್ರಸ್ತರಿಗೆ ತಕ್ಷಣ ಪರಿಹಾರ ದೊರಕಿಸಿಕೊಡಬೇಕು. ಗ್ರಾಮೀಣ ಜನರ ಬದುಕು ನೆಮ್ಮದಿಯಿಂದ ಸಾಗಲು ಸರ್ಕಾರ ಕೂಡಲೇ ಕ್ರಮ ಕೈಗೊಳ್ಳಬೇಕು ಎಂಬುದು ನನ್ನ ಮನವಿ. ಮಾನವ ಹಾಗೂ ವನ್ಯಜೀವಿಗಳ ಸಹಬಾಳ್ವೆ ಸಾಧ್ಯವಾಗುವಂತೆ ಅರಣ್ಯ ನೀತಿಯನ್ನು ಪರಿಷ್ಕರಿಸಬೇಕು. (56, 628, 282, 701)
court-body: ಆವರಣದಲ್ಲಿದ್ದ ಪ್ಲಾಸ್ಟಿಕ್ ತ್ಯಾಜ್ಯ, ಕಸ ಹಾಗೂ ಗಿಡಗಂಟಿಗಳನ್ನು ತೆರವುಗೊಳಿಸಿ ಸ್ವಚ್ಛತಾ ಕಾರ್ಯ ನಡೆಸಲಾಯಿತು. ಸ್ವಚ್ಛ ಭಾರತ ಅಭಿಯಾನದ ಅಂಗವಾಗಿ ಸಂಘಟನೆಯ ಕಾರ್ಯಕರ್ತರು ಪ್ರತಿ ಭಾನುವಾರ ಸಾರ್ವಜನಿಕ ಸ್ಥಳಗಳನ್ನು ಸ್ವಚ್ಛಗೊಳಿಸುತ್ತಿದ್ದು ಜನರಲ್ಲಿ ಜಾಗೃತಿ ಮೂಡಿಸುತ್ತಿದ್ದಾರೆ. ಪಕ್ಷದ ಜಿಲ್ಲಾಧ್ಯಕ್ಷ ಡಿ.ಎಸ್. ಲೋಕೇಶ್, ಮೈಸೂರು ಜಿಲ್ಲಾ ಸಂಚಾಲಕ ಎಂ. ಸ್ವಾಮಿ ಸೇರಿದಂತೆ ಹಲವರು ಪಾಲ್ಗೊಂಡಿದ್ದರು. (474, 1176, 610, 1233)
letter-3-salute: ಮಾನ್ಯರೇ, (56, 1098, 77, 1106)
wedding-body-4: ಒಂದು ಜೋಡಿಗೆ 20 ಮಂದಿ ಕುಟುಂಬದವರಿಗೆ ಮಾತ್ರ ಅವಕಾಶ ನೀಡಲಾಗಿದೆ. ಸಾಮಾಜಿಕ ಅಂತರ ಕಾಯ್ದುಕೊಳ್ಳಬೇಕು, ಮಾಸ್ಕ್ ಧರಿಸುವುದು ಕಡ್ಡಾಯ. ವಿವಾಹದ ನಂತರ ನವದಂಪತಿಗಳಿಗೆ ವಿವಾಹ ನೋಂದಣಿ ಪ್ರಮಾಣ ಪತ್ರ ವಿತರಿಸಲಾಗುವುದು. (748, 1044, 892, 1077)
sanchalana-title: ಇಂದಿನಿಂದ 3 ದಿನ ಕಲಾ ರಂಗಮಂದಿರದಲ್ಲಿ 'ಸಂಚಲನ ರಂಗೋತ್ಸವ' (618, 1156, 816, 1167)
